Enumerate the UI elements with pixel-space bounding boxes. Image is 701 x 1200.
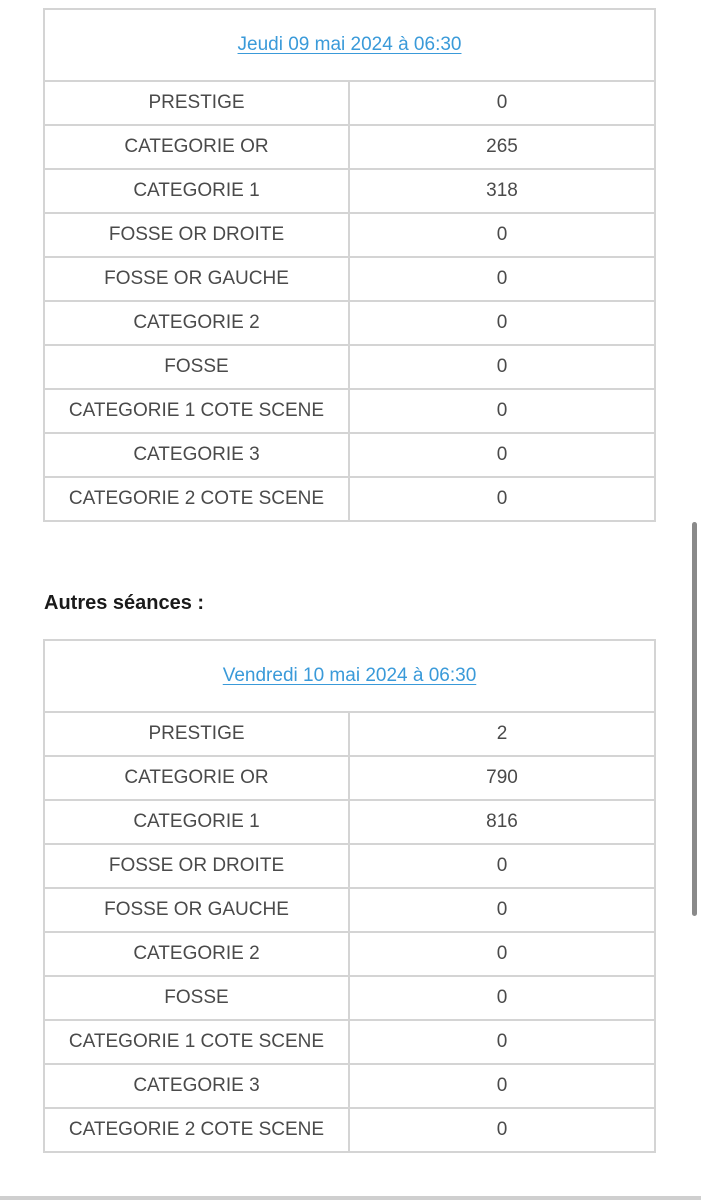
session-header-row: [44, 640, 655, 712]
session-rows: [44, 81, 655, 521]
other-sessions-heading: Autres séances :: [44, 592, 205, 614]
value-cell: 0: [349, 301, 655, 345]
session-table-1: [43, 8, 656, 522]
value-cell: 0: [349, 888, 655, 932]
table-row: [44, 800, 655, 844]
category-cell: CATEGORIE 2: [44, 301, 349, 345]
category-cell: FOSSE: [44, 345, 349, 389]
table-row: [44, 1108, 655, 1152]
category-cell: CATEGORIE 3: [44, 1064, 349, 1108]
category-cell: FOSSE OR DROITE: [44, 213, 349, 257]
category-cell: PRESTIGE: [44, 712, 349, 756]
session-table-2: [43, 639, 656, 1153]
value-cell: 265: [349, 125, 655, 169]
value-cell: 0: [349, 477, 655, 521]
table-row: [44, 844, 655, 888]
value-cell: 0: [349, 1020, 655, 1064]
table-row: [44, 257, 655, 301]
category-cell: FOSSE OR DROITE: [44, 844, 349, 888]
value-cell: 0: [349, 844, 655, 888]
bottom-divider: [0, 1196, 701, 1200]
value-cell: 0: [349, 976, 655, 1020]
category-cell: CATEGORIE 1 COTE SCENE: [44, 389, 349, 433]
value-cell: 0: [349, 389, 655, 433]
session-date-link[interactable]: Vendredi 10 mai 2024 à 06:30: [222, 665, 477, 686]
table-row: [44, 345, 655, 389]
session-rows: [44, 712, 655, 1152]
table-row: [44, 888, 655, 932]
table-row: [44, 125, 655, 169]
value-cell: 0: [349, 213, 655, 257]
table-row: [44, 169, 655, 213]
value-cell: 816: [349, 800, 655, 844]
value-cell: 0: [349, 345, 655, 389]
category-cell: FOSSE: [44, 976, 349, 1020]
value-cell: 0: [349, 81, 655, 125]
value-cell: 0: [349, 932, 655, 976]
table-row: [44, 712, 655, 756]
table-row: [44, 756, 655, 800]
value-cell: 318: [349, 169, 655, 213]
session-header-row: [44, 9, 655, 81]
category-cell: CATEGORIE 2 COTE SCENE: [44, 477, 349, 521]
table-row: [44, 976, 655, 1020]
category-cell: CATEGORIE 2 COTE SCENE: [44, 1108, 349, 1152]
table-row: [44, 1064, 655, 1108]
table-row: [44, 1020, 655, 1064]
category-cell: FOSSE OR GAUCHE: [44, 888, 349, 932]
session-header: [44, 9, 655, 81]
value-cell: 0: [349, 1108, 655, 1152]
session-header: [44, 640, 655, 712]
table-row: [44, 477, 655, 521]
value-cell: 2: [349, 712, 655, 756]
table-row: [44, 301, 655, 345]
category-cell: CATEGORIE 2: [44, 932, 349, 976]
category-cell: FOSSE OR GAUCHE: [44, 257, 349, 301]
category-cell: CATEGORIE 1: [44, 800, 349, 844]
table-row: [44, 81, 655, 125]
category-cell: CATEGORIE 1: [44, 169, 349, 213]
value-cell: 0: [349, 433, 655, 477]
category-cell: CATEGORIE OR: [44, 756, 349, 800]
value-cell: 0: [349, 1064, 655, 1108]
category-cell: PRESTIGE: [44, 81, 349, 125]
table-row: [44, 213, 655, 257]
category-cell: CATEGORIE 1 COTE SCENE: [44, 1020, 349, 1064]
table-row: [44, 389, 655, 433]
table-row: [44, 932, 655, 976]
scrollbar[interactable]: [692, 522, 697, 916]
category-cell: CATEGORIE 3: [44, 433, 349, 477]
value-cell: 790: [349, 756, 655, 800]
table-row: [44, 433, 655, 477]
value-cell: 0: [349, 257, 655, 301]
session-date-link[interactable]: Jeudi 09 mai 2024 à 06:30: [237, 34, 462, 55]
category-cell: CATEGORIE OR: [44, 125, 349, 169]
